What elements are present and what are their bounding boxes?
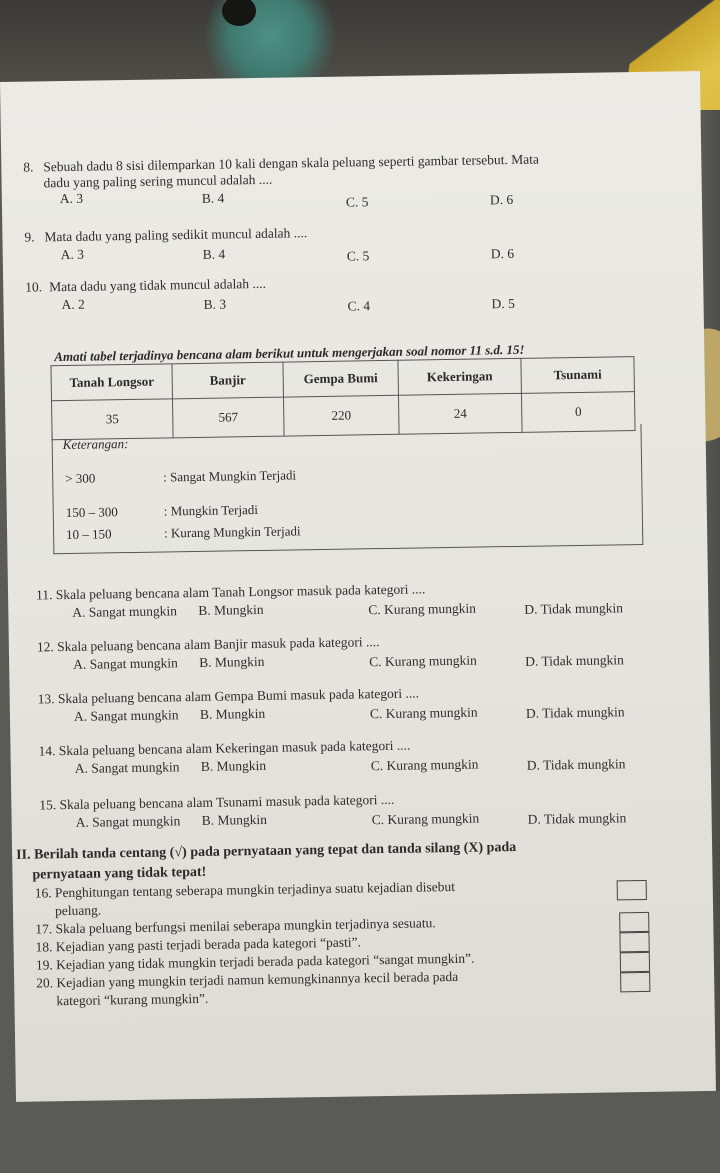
- s2-item19: 19. Kejadian yang tidak mungkin terjadi berada pada kategori “sangat mungkin”.: [35, 950, 475, 973]
- value-kekeringan: 24: [398, 393, 522, 434]
- worksheet-lower-content: [0, 71, 720, 1173]
- q9-option-a[interactable]: A. 3: [60, 246, 85, 263]
- header-banjir: Banjir: [172, 362, 284, 399]
- q15-text: [39, 792, 394, 814]
- header-gempa-bumi: Gempa Bumi: [283, 360, 399, 397]
- legend-box: [52, 424, 644, 554]
- q9-option-d[interactable]: D. 6: [490, 245, 515, 262]
- s2-item16-line2: peluang.: [54, 902, 102, 919]
- q15-option-c[interactable]: C. Kurang mungkin: [371, 810, 480, 828]
- q12-text: [37, 634, 380, 655]
- q8-text-line2: dadu yang paling sering muncul adalah ....: [43, 171, 273, 191]
- q8-option-a[interactable]: A. 3: [59, 190, 84, 207]
- value-banjir: 567: [172, 397, 284, 438]
- q11-option-c[interactable]: C. Kurang mungkin: [368, 600, 477, 618]
- q11-option-d[interactable]: D. Tidak mungkin: [524, 600, 624, 617]
- section2-heading-line2: pernyataan yang tidak tepat!: [32, 864, 207, 883]
- q10-option-a[interactable]: A. 2: [61, 296, 85, 313]
- q12-option-b[interactable]: B. Mungkin: [199, 653, 265, 670]
- legend-title: Keterangan:: [62, 436, 129, 453]
- q10-text: Mata dadu yang tidak muncul adalah ....: [49, 275, 267, 295]
- legend-range-mid: 150 – 300: [65, 504, 118, 521]
- value-gempa-bumi: 220: [283, 395, 399, 436]
- q12-number: 12.: [36, 639, 54, 655]
- q12-option-d[interactable]: D. Tidak mungkin: [525, 652, 624, 669]
- q12-question: Skala peluang bencana alam Banjir masuk pada kategori ....: [57, 634, 380, 655]
- q11-option-b[interactable]: B. Mungkin: [198, 601, 264, 618]
- q8-number: 8.: [23, 159, 34, 175]
- s2-item18: 18. Kejadian yang pasti terjadi berada pada kategori “pasti”.: [35, 934, 362, 955]
- q14-option-d[interactable]: D. Tidak mungkin: [526, 756, 626, 773]
- q10-number: 10.: [25, 279, 43, 295]
- q15-option-d[interactable]: D. Tidak mungkin: [527, 810, 627, 827]
- section2-heading-line1: II. Berilah tanda centang (√) pada pernyataan yang tepat dan tanda silang (X) pada: [16, 839, 517, 863]
- q11-number: 11.: [35, 587, 53, 603]
- s2-item18-checkbox[interactable]: [619, 932, 649, 952]
- q11-text: [36, 581, 426, 603]
- q8-option-d[interactable]: D. 6: [489, 191, 514, 208]
- value-tanah-longsor: 35: [52, 399, 174, 440]
- q14-text: [38, 738, 410, 760]
- s2-item16-line1: 16. Penghitungan tentang seberapa mungkin terjadinya suatu kejadian disebut: [34, 878, 456, 901]
- s2-item17-checkbox[interactable]: [619, 912, 649, 932]
- q13-option-d[interactable]: D. Tidak mungkin: [525, 704, 625, 721]
- q13-question: Skala peluang bencana alam Gempa Bumi masuk pada kategori ....: [57, 685, 420, 707]
- q13-option-c[interactable]: C. Kurang mungkin: [369, 704, 478, 722]
- q13-text: [38, 685, 419, 707]
- q9-text: Mata dadu yang paling sedikit muncul adalah ....: [44, 225, 308, 245]
- q14-number: 14.: [38, 743, 56, 759]
- q8-text-line1: Sebuah dadu 8 sisi dilemparkan 10 kali dengan skala peluang seperti gambar tersebut. Mata: [43, 151, 540, 175]
- table-title: Amati tabel terjadinya bencana alam berikut untuk mengerjakan soal nomor 11 s.d. 15!: [54, 341, 525, 365]
- s2-item20-line1: 20. Kejadian yang mungkin terjadi namun kemungkinannya kecil berada pada: [36, 968, 459, 991]
- q13-option-a[interactable]: A. Sangat mungkin: [73, 707, 179, 724]
- legend-range-low: 10 – 150: [65, 526, 112, 543]
- value-tsunami: 0: [521, 392, 635, 433]
- header-tsunami: Tsunami: [521, 357, 635, 394]
- s2-item20-line2: kategori “kurang mungkin”.: [56, 990, 209, 1009]
- q11-option-a[interactable]: A. Sangat mungkin: [72, 603, 178, 620]
- legend-label-low: : Kurang Mungkin Terjadi: [163, 523, 301, 541]
- s2-item19-checkbox[interactable]: [620, 952, 650, 972]
- q12-option-c[interactable]: C. Kurang mungkin: [369, 652, 477, 670]
- q14-option-b[interactable]: B. Mungkin: [200, 757, 267, 774]
- q14-question: Skala peluang bencana alam Kekeringan masuk pada kategori ....: [58, 737, 411, 759]
- worksheet-lower: [0, 71, 716, 1102]
- q15-question: Skala peluang bencana alam Tsunami masuk pada kategori ....: [59, 791, 395, 813]
- legend-label-high: : Sangat Mungkin Terjadi: [163, 467, 297, 485]
- q13-option-b[interactable]: B. Mungkin: [199, 705, 266, 722]
- header-tanah-longsor: Tanah Longsor: [51, 364, 173, 401]
- q8-option-b[interactable]: B. 4: [201, 190, 225, 206]
- q12-option-a[interactable]: A. Sangat mungkin: [73, 655, 178, 672]
- q10-option-b[interactable]: B. 3: [203, 296, 227, 312]
- legend-range-high: > 300: [65, 470, 96, 487]
- q13-number: 13.: [37, 691, 55, 707]
- s2-item16-checkbox[interactable]: [617, 880, 647, 900]
- q9-option-c[interactable]: C. 5: [346, 248, 370, 264]
- q9-number: 9.: [24, 229, 35, 245]
- q11-question: Skala peluang bencana alam Tanah Longsor masuk pada kategori ....: [55, 581, 426, 603]
- legend-label-mid: : Mungkin Terjadi: [163, 502, 259, 519]
- q9-option-b[interactable]: B. 4: [202, 246, 226, 262]
- s2-item20-checkbox[interactable]: [620, 972, 650, 992]
- q14-option-c[interactable]: C. Kurang mungkin: [370, 756, 479, 774]
- q10-option-d[interactable]: D. 5: [491, 295, 515, 312]
- q10-option-c[interactable]: C. 4: [347, 298, 371, 314]
- q15-option-b[interactable]: B. Mungkin: [201, 811, 267, 828]
- s2-item17: 17. Skala peluang berfungsi menilai seberapa mungkin terjadinya sesuatu.: [35, 915, 436, 937]
- q8-option-c[interactable]: C. 5: [345, 194, 369, 210]
- q15-number: 15.: [39, 797, 57, 813]
- header-kekeringan: Kekeringan: [398, 358, 522, 395]
- q15-option-a[interactable]: A. Sangat mungkin: [75, 813, 181, 830]
- q14-option-a[interactable]: A. Sangat mungkin: [74, 759, 180, 776]
